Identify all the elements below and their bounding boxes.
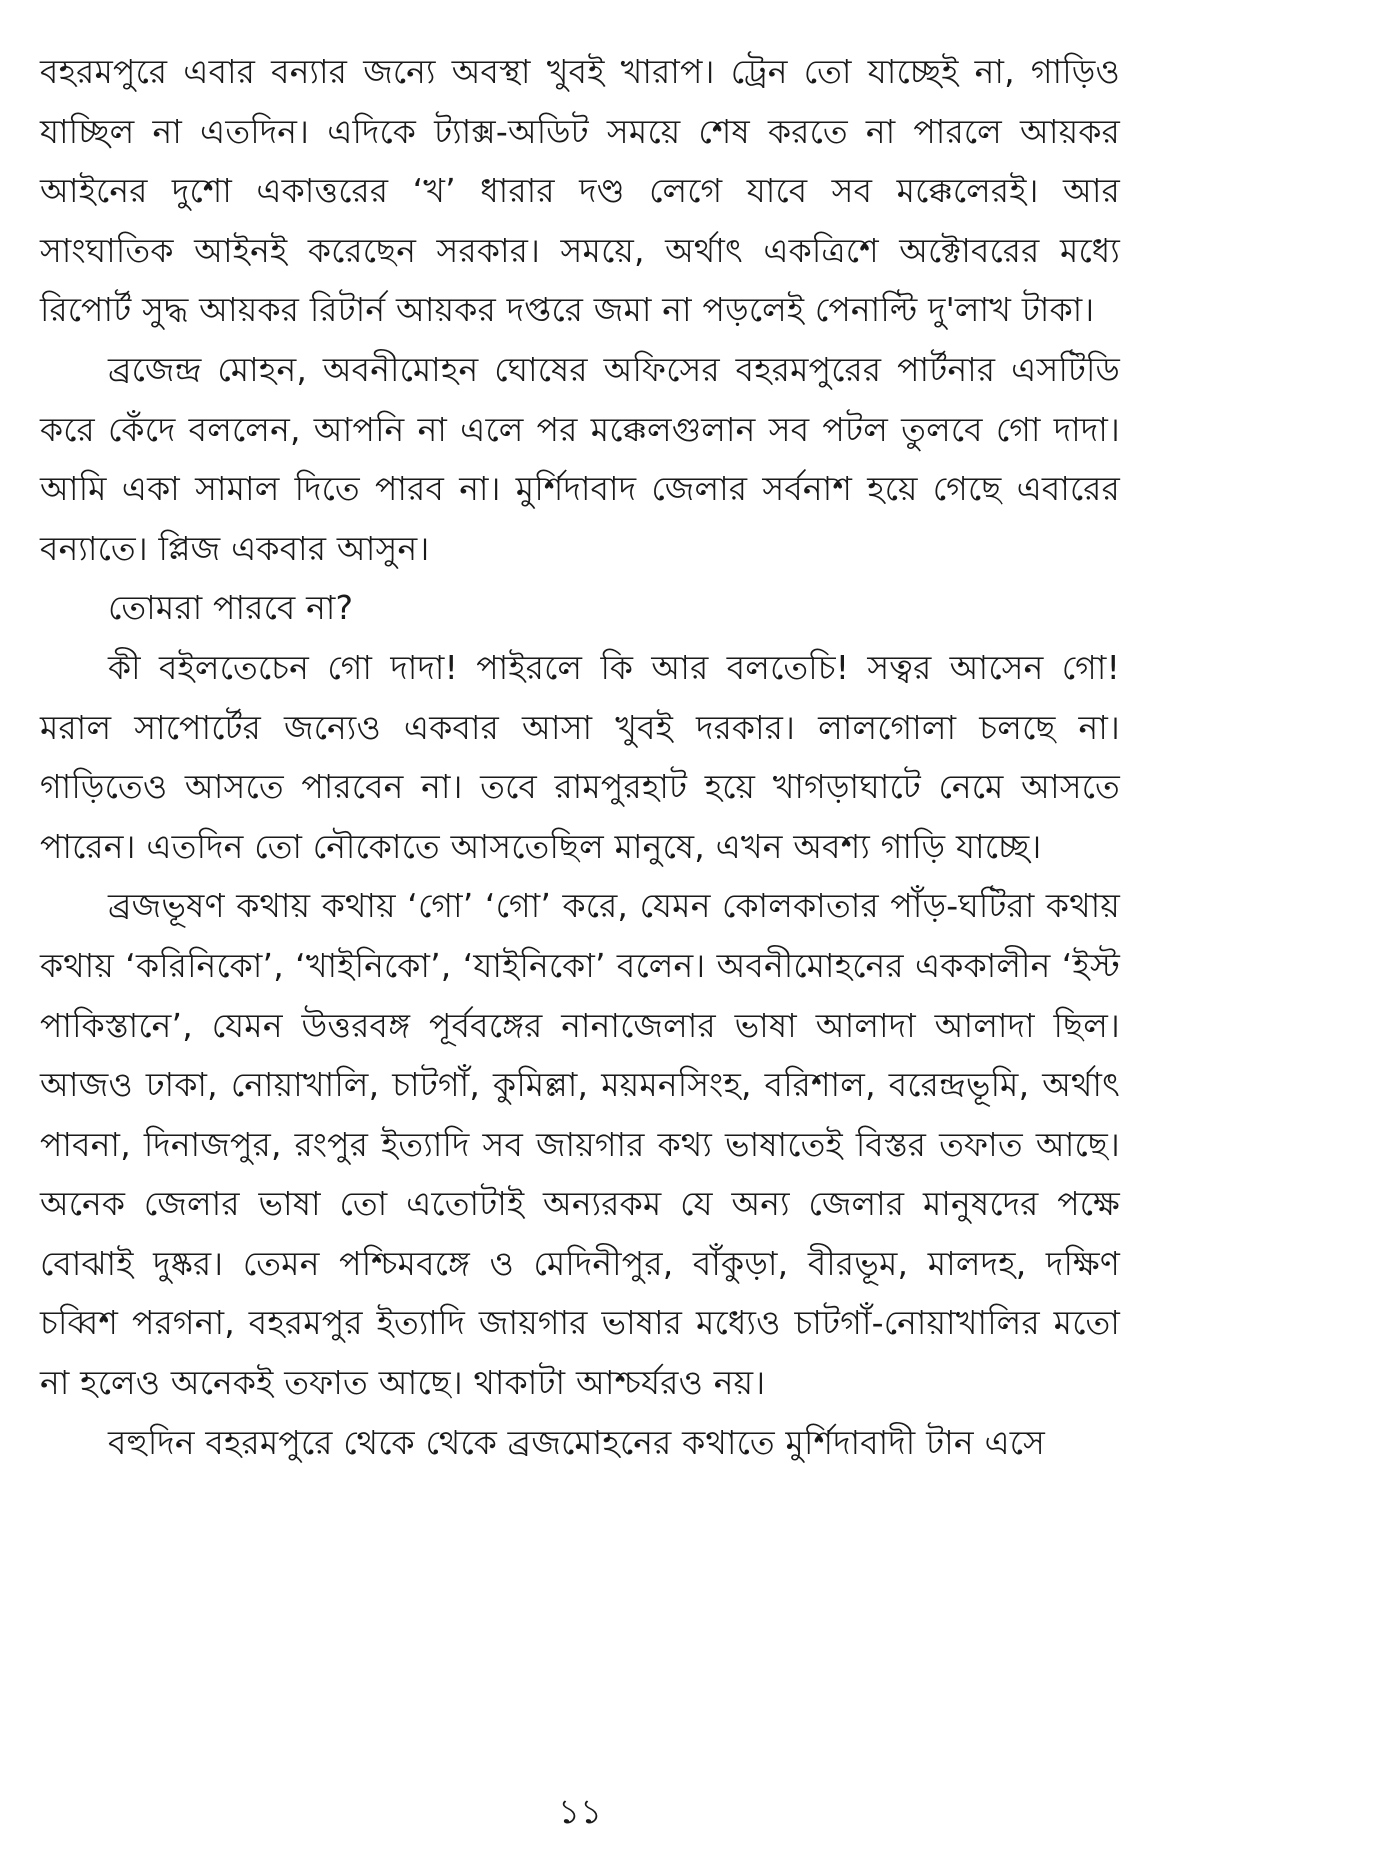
paragraph-3: তোমরা পারবে না? <box>108 588 354 628</box>
body-text <box>40 42 1120 1472</box>
paragraph-5: ব্রজভূষণ কথায় কথায় ‘গো’ ‘গো’ করে, যেমন কোলকাতার পাঁড়-ঘটিরা কথায় কথায় ‘করিনিকো’, ‘খাইনিকো’, ‘যাইনিকো’ বলেন। অবনীমোহনের এককালীন ‘ইস্ট পাকিস্তানে’, যেমন উত্তরবঙ্গ পূর্ববঙ্গের নানাজেলার ভাষা আলাদা আলাদা ছিল। আজও ঢাকা, নোয়াখালি, চাটগাঁ, কুমিল্লা, ময়মনসিংহ, বরিশাল, বরেন্দ্রভূমি, অর্থাৎ পাবনা, দিনাজপুর, রংপুর ইত্যাদি সব জায়গার কথ্য ভাষাতেই বিস্তর তফাত আছে। অনেক জেলার ভাষা তো এতোটাই অন্যরকম যে অন্য জেলার মানুষদের পক্ষে বোঝাই দুষ্কর। তেমন পশ্চিমবঙ্গে ও মেদিনীপুর, বাঁকুড়া, বীরভূম, মালদহ, দক্ষিণ চব্বিশ পরগনা, বহরমপুর ইত্যাদি জায়গার ভাষার মধ্যেও চাটগাঁ-নোয়াখালির মতো না হলেও অনেকই তফাত আছে। থাকাটা আশ্চর্যরও নয়। <box>40 886 1120 1403</box>
paragraph-6: বহুদিন বহরমপুরে থেকে থেকে ব্রজমোহনের কথাতে মুর্শিদাবাদী টান এসে <box>108 1422 1046 1462</box>
page-number: ১১ <box>557 1792 603 1832</box>
paragraph-1: বহরমপুরে এবার বন্যার জন্যে অবস্থা খুবই খারাপ। ট্রেন তো যাচ্ছেই না, গাড়িও যাচ্ছিল না এতদিন। এদিকে ট্যাক্স-অডিট সময়ে শেষ করতে না পারলে আয়কর আইনের দুশো একাত্তরের ‘খ’ ধারার দণ্ড লেগে যাবে সব মক্কেলেরই। আর সাংঘাতিক আইনই করেছেন সরকার। সময়ে, অর্থাৎ একত্রিশে অক্টোবরের মধ্যে রিপোর্ট সুদ্ধ আয়কর রিটার্ন আয়কর দপ্তরে জমা না পড়লেই পেনাল্টি দু'লাখ টাকা। <box>40 52 1120 330</box>
paragraph-4: কী বইলতেচেন গো দাদা! পাইরলে কি আর বলতেচি! সত্বর আসেন গো! মরাল সাপোর্টের জন্যেও একবার আসা খুবই দরকার। লালগোলা চলছে না। গাড়িতেও আসতে পারবেন না। তবে রামপুরহাট হয়ে খাগড়াঘাটে নেমে আসতে পারেন। এতদিন তো নৌকোতে আসতেছিল মানুষে, এখন অবশ্য গাড়ি যাচ্ছে। <box>40 647 1120 866</box>
paragraph-2: ব্রজেন্দ্র মোহন, অবনীমোহন ঘোষের অফিসের বহরমপুরের পার্টনার এসটিডি করে কেঁদে বললেন, আপনি না এলে পর মক্কেলগুলান সব পটল তুলবে গো দাদা। আমি একা সামাল দিতে পারব না। মুর্শিদাবাদ জেলার সর্বনাশ হয়ে গেছে এবারের বন্যাতে। প্লিজ একবার আসুন। <box>40 349 1120 568</box>
